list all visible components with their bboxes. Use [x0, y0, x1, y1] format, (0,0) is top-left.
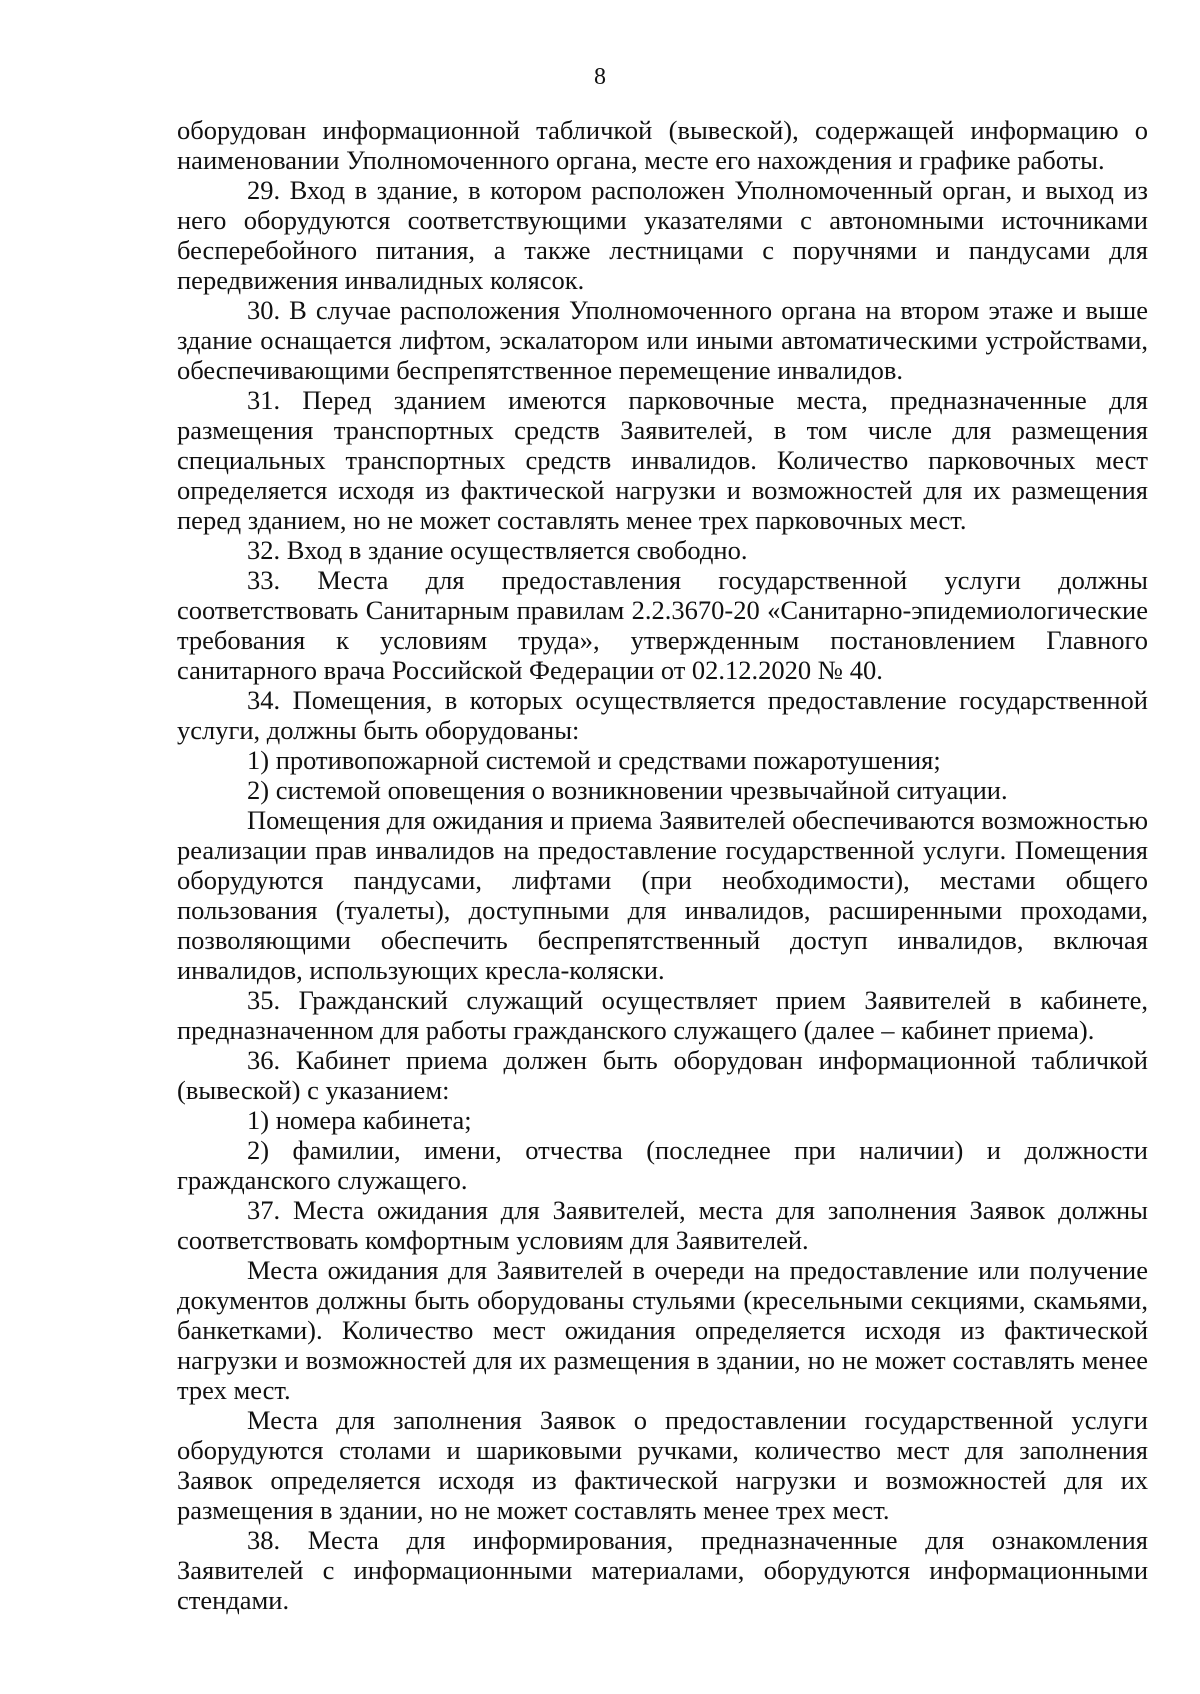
paragraph: 29. Вход в здание, в котором расположен Уполномоченный орган, и выход из него оборудуются соответствующими указателями с автономными источниками бесперебойного питания, а также лестницами с поручнями и пандусами для передвижения инвалидных колясок. [177, 175, 1148, 295]
list-item: 2) системой оповещения о возникновении чрезвычайной ситуации. [247, 775, 1008, 805]
paragraph: 37. Места ожидания для Заявителей, места для заполнения Заявок должны соответствовать комфортным условиям для Заявителей. [177, 1195, 1148, 1255]
page-number: 8 [594, 64, 606, 90]
paragraph: 34. Помещения, в которых осуществляется предоставление государственной услуги, должны быть оборудованы: [177, 685, 1148, 745]
paragraph: 36. Кабинет приема должен быть оборудован информационной табличкой (вывеской) с указанием: [177, 1045, 1148, 1105]
paragraph: Помещения для ожидания и приема Заявителей обеспечиваются возможностью реализации прав инвалидов на предоставление государственной услуги. Помещения оборудуются пандусами, лифтами (при необходимости), местами общего пользования (туалеты), доступными для инвалидов, расширенными проходами, позволяющими обеспечить беспрепятственный доступ инвалидов, включая инвалидов, использующих кресла-коляски. [177, 805, 1148, 985]
paragraph: 32. Вход в здание осуществляется свободно. [247, 535, 748, 565]
list-item: 2) фамилии, имени, отчества (последнее при наличии) и должности гражданского служащего. [177, 1135, 1148, 1195]
list-item: 1) номера кабинета; [247, 1105, 472, 1135]
paragraph: 35. Гражданский служащий осуществляет прием Заявителей в кабинете, предназначенном для работы гражданского служащего (далее – кабинет приема). [177, 985, 1148, 1045]
paragraph: 33. Места для предоставления государственной услуги должны соответствовать Санитарным правилам 2.2.3670-20 «Санитарно-эпидемиологические требования к условиям труда», утвержденным постановлением Главного санитарного врача Российской Федерации от 02.12.2020 № 40. [177, 565, 1148, 685]
paragraph: оборудован информационной табличкой (вывеской), содержащей информацию о наименовании Уполномоченного органа, месте его нахождения и графике работы. [177, 115, 1148, 175]
paragraph: Места ожидания для Заявителей в очереди на предоставление или получение документов должны быть оборудованы стульями (кресельными секциями, скамьями, банкетками). Количество мест ожидания определяется исходя из фактической нагрузки и возможностей для их размещения в здании, но не может составлять менее трех мест. [177, 1255, 1148, 1405]
paragraph: Места для заполнения Заявок о предоставлении государственной услуги оборудуются столами и шариковыми ручками, количество мест для заполнения Заявок определяется исходя из фактической нагрузки и возможностей для их размещения в здании, но не может составлять менее трех мест. [177, 1405, 1148, 1525]
paragraph: 31. Перед зданием имеются парковочные места, предназначенные для размещения транспортных средств Заявителей, в том числе для размещения специальных транспортных средств инвалидов. Количество парковочных мест определяется исходя из фактической нагрузки и возможностей для их размещения перед зданием, но не может составлять менее трех парковочных мест. [177, 385, 1148, 535]
paragraph: 38. Места для информирования, предназначенные для ознакомления Заявителей с информационными материалами, оборудуются информационными стендами. [177, 1525, 1148, 1615]
list-item: 1) противопожарной системой и средствами пожаротушения; [247, 745, 941, 775]
paragraph: 30. В случае расположения Уполномоченного органа на втором этаже и выше здание оснащается лифтом, эскалатором или иными автоматическими устройствами, обеспечивающими беспрепятственное перемещение инвалидов. [177, 295, 1148, 385]
document-body [177, 115, 1148, 1615]
